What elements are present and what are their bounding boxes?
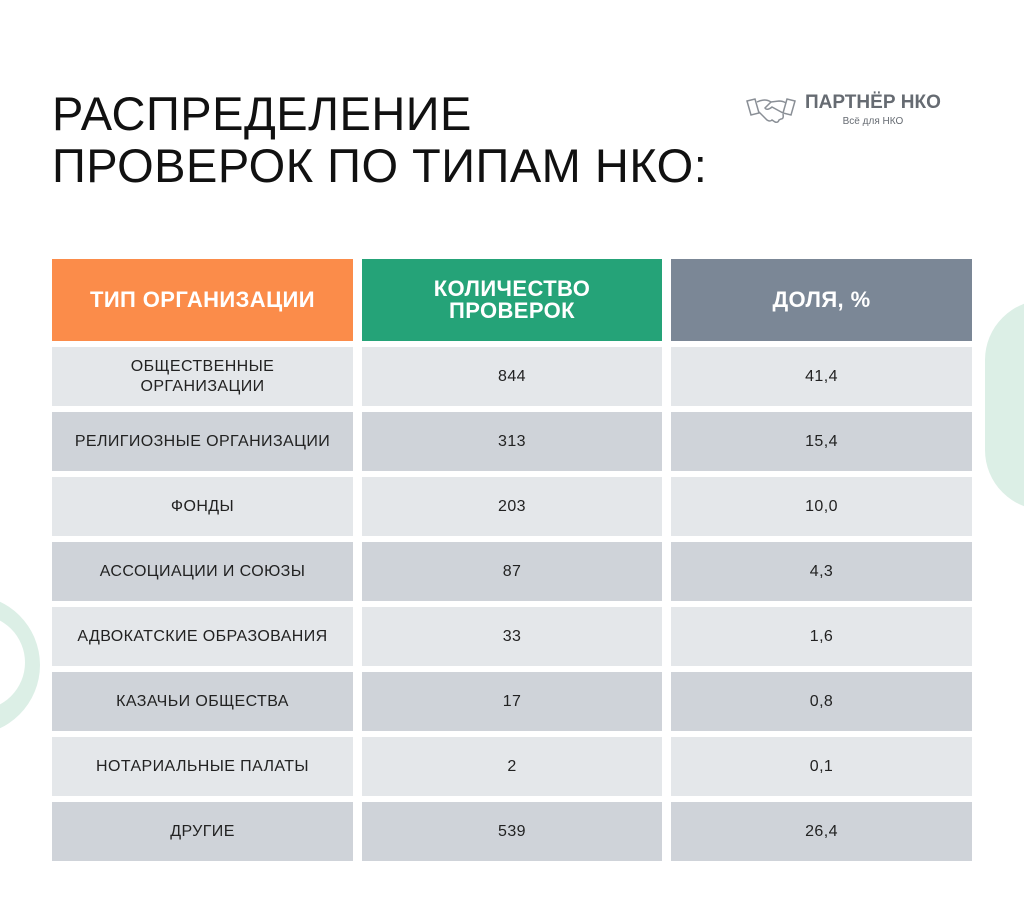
cell-share: 0,8 xyxy=(671,672,972,731)
cell-count: 203 xyxy=(362,477,662,536)
header-type: ТИП ОРГАНИЗАЦИИ xyxy=(52,259,353,341)
cell-share: 26,4 xyxy=(671,802,972,861)
header-count: КОЛИЧЕСТВО ПРОВЕРОК xyxy=(362,259,662,341)
cell-count: 844 xyxy=(362,347,662,406)
logo-tagline: Всё для НКО xyxy=(842,116,904,127)
cell-share: 41,4 xyxy=(671,347,972,406)
title-line: ПРОВЕРОК ПО ТИПАМ НКО: xyxy=(52,139,708,192)
cell-share: 1,6 xyxy=(671,607,972,666)
cell-share: 10,0 xyxy=(671,477,972,536)
cell-type: АССОЦИАЦИИ И СОЮЗЫ xyxy=(52,542,353,601)
cell-type: ОБЩЕСТВЕННЫЕ ОРГАНИЗАЦИИ xyxy=(52,347,353,406)
cell-share: 4,3 xyxy=(671,542,972,601)
cell-type: РЕЛИГИОЗНЫЕ ОРГАНИЗАЦИИ xyxy=(52,412,353,471)
cell-count: 87 xyxy=(362,542,662,601)
cell-count: 2 xyxy=(362,737,662,796)
cell-share: 15,4 xyxy=(671,412,972,471)
cell-type: НОТАРИАЛЬНЫЕ ПАЛАТЫ xyxy=(52,737,353,796)
cell-count: 17 xyxy=(362,672,662,731)
cell-type: АДВОКАТСКИЕ ОБРАЗОВАНИЯ xyxy=(52,607,353,666)
logo-name: ПАРТНЁР НКО xyxy=(805,92,941,113)
cell-type: КАЗАЧЬИ ОБЩЕСТВА xyxy=(52,672,353,731)
cell-type: ФОНДЫ xyxy=(52,477,353,536)
page-title xyxy=(52,88,707,192)
handshake-icon xyxy=(745,93,797,127)
decor-shape xyxy=(985,300,1024,510)
cell-count: 539 xyxy=(362,802,662,861)
header-share: ДОЛЯ, % xyxy=(671,259,972,341)
cell-count: 33 xyxy=(362,607,662,666)
title-line: РАСПРЕДЕЛЕНИЕ xyxy=(52,87,472,140)
cell-count: 313 xyxy=(362,412,662,471)
cell-share: 0,1 xyxy=(671,737,972,796)
logo xyxy=(745,92,941,127)
cell-type: ДРУГИЕ xyxy=(52,802,353,861)
